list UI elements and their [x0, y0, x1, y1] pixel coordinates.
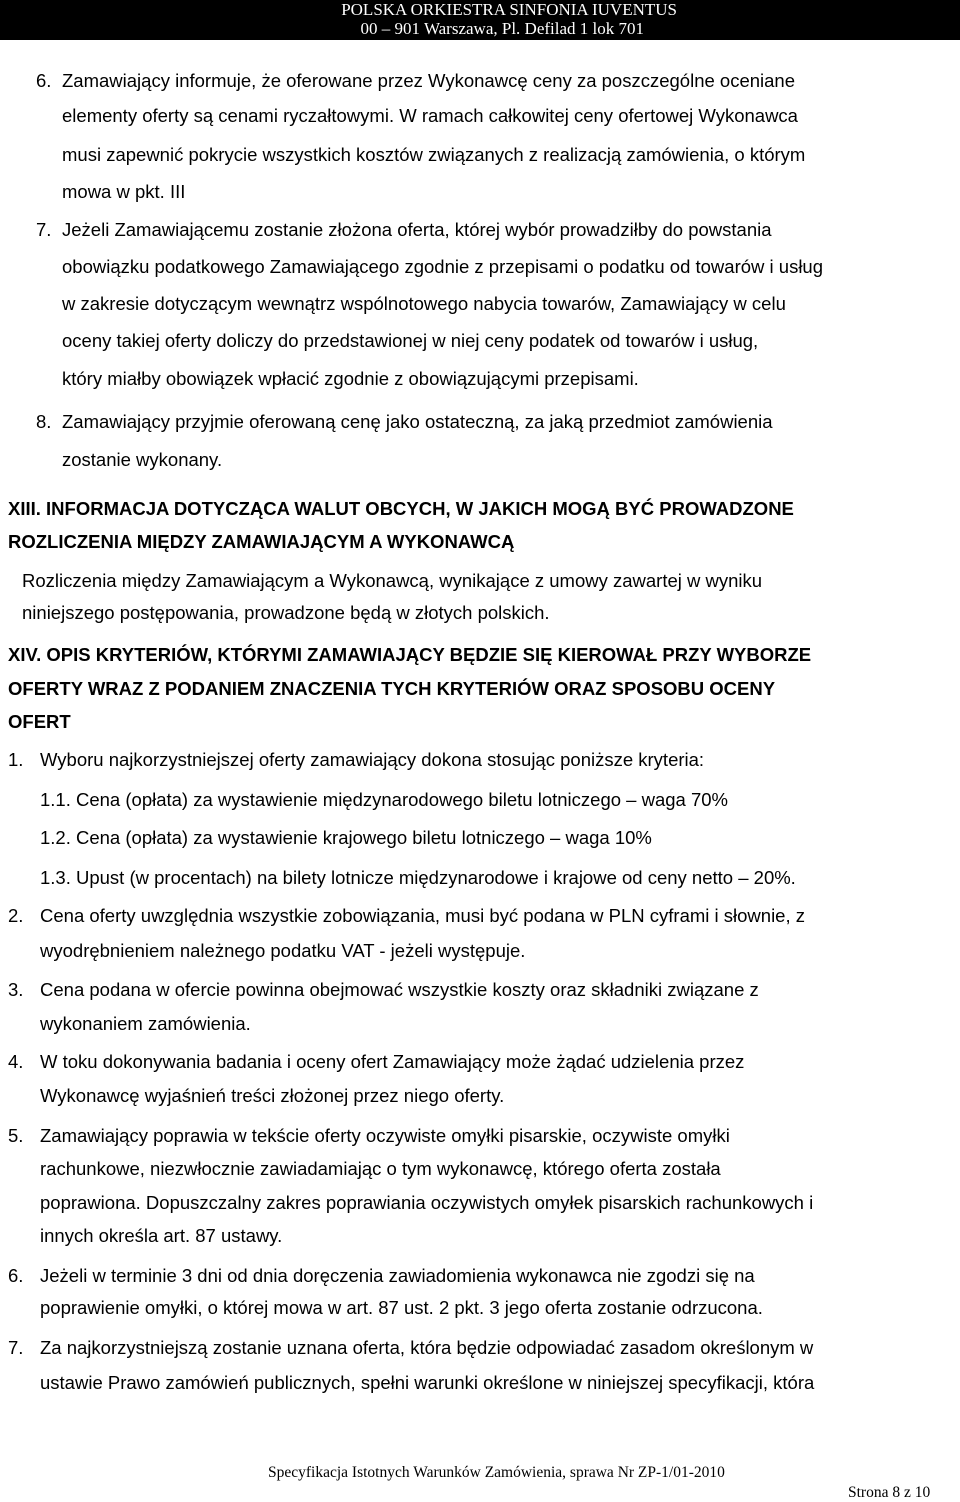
- item-number: 6.: [36, 70, 52, 91]
- criterion: 1.2. Cena (opłata) za wystawienie krajowego biletu lotniczego – waga 10%: [40, 827, 652, 848]
- item-5-line: rachunkowe, niezwłocznie zawiadamiając o tym wykonawcę, którego oferta została: [40, 1158, 721, 1179]
- item-7b-line: ustawie Prawo zamówień publicznych, spełni warunki określone w niniejszej specyfikacji, która: [40, 1372, 815, 1393]
- item-number: 2.: [8, 905, 24, 926]
- section-heading: XIV. OPIS KRYTERIÓW, KTÓRYMI ZAMAWIAJĄCY BĘDZIE SIĘ KIEROWAŁ PRZY WYBORZE: [8, 644, 812, 665]
- item-7-line: Jeżeli Zamawiającemu zostanie złożona oferta, której wybór prowadziłby do powstania: [62, 219, 772, 240]
- item-5-line: poprawiona. Dopuszczalny zakres poprawiania oczywistych omyłek pisarskich rachunkowych i: [40, 1192, 814, 1213]
- item-2-line: wyodrębnieniem należnego podatku VAT - jeżeli występuje.: [40, 940, 526, 961]
- item-4-line: W toku dokonywania badania i oceny ofert Zamawiający może żądać udzielenia przez: [40, 1051, 745, 1072]
- page-number: Strona 8 z 10: [848, 1484, 931, 1501]
- section-body: Rozliczenia między Zamawiającym a Wykonawcą, wynikające z umowy zawartej w wyniku: [22, 570, 763, 591]
- item-4-line: Wykonawcę wyjaśnień treści złożonej przez niego oferty.: [40, 1085, 505, 1106]
- item-number: 7.: [36, 219, 52, 240]
- item-6b-line: poprawienie omyłki, o której mowa w art. 87 ust. 2 pkt. 3 jego oferta zostanie odrzucona.: [40, 1297, 763, 1318]
- criterion: 1.3. Upust (w procentach) na bilety lotnicze międzynarodowe i krajowe od ceny netto – 20%.: [40, 867, 796, 888]
- item-3-line: Cena podana w ofercie powinna obejmować wszystkie koszty oraz składniki związane z: [40, 979, 759, 1000]
- section-heading: XIII. INFORMACJA DOTYCZĄCA WALUT OBCYCH, W JAKICH MOGĄ BYĆ PROWADZONE: [8, 498, 794, 519]
- item-3-line: wykonaniem zamówienia.: [40, 1013, 251, 1034]
- item-6b-line: Jeżeli w terminie 3 dni od dnia doręczenia zawiadomienia wykonawca nie zgodzi się na: [40, 1265, 755, 1286]
- section-heading: OFERT: [8, 711, 71, 732]
- item-7b-line: Za najkorzystniejszą zostanie uznana oferta, która będzie odpowiadać zasadom określonym w: [40, 1337, 814, 1358]
- item-6-line: mowa w pkt. III: [62, 181, 186, 202]
- criteria-intro: Wyboru najkorzystniejszej oferty zamawiający dokona stosując poniższe kryteria:: [40, 749, 705, 770]
- item-number: 4.: [8, 1051, 24, 1072]
- criterion: 1.1. Cena (opłata) za wystawienie międzynarodowego biletu lotniczego – waga 70%: [40, 789, 728, 810]
- item-6-line: musi zapewnić pokrycie wszystkich kosztów związanych z realizacją zamówienia, o którym: [62, 144, 806, 165]
- item-number: 6.: [8, 1265, 24, 1286]
- item-7-line: obowiązku podatkowego Zamawiającego zgodnie z przepisami o podatku od towarów i usług: [62, 256, 824, 277]
- item-8-line: zostanie wykonany.: [62, 449, 223, 470]
- item-6-line: Zamawiający informuje, że oferowane przez Wykonawcę ceny za poszczególne oceniane: [62, 70, 796, 91]
- section-heading: OFERTY WRAZ Z PODANIEM ZNACZENIA TYCH KRYTERIÓW ORAZ SPOSOBU OCENY: [8, 678, 776, 699]
- item-6-line: elementy oferty są cenami ryczałtowymi. W ramach całkowitej ceny ofertowej Wykonawca: [62, 105, 798, 126]
- item-7-line: który miałby obowiązek wpłacić zgodnie z obowiązującymi przepisami.: [62, 368, 639, 389]
- item-5-line: innych określa art. 87 ustawy.: [40, 1225, 283, 1246]
- document-reference: Specyfikacja Istotnych Warunków Zamówienia, sprawa Nr ZP-1/01-2010: [268, 1464, 725, 1481]
- organization-name: POLSKA ORKIESTRA SINFONIA IUVENTUS: [341, 0, 677, 19]
- item-8-line: Zamawiający przyjmie oferowaną cenę jako ostateczną, za jaką przedmiot zamówienia: [62, 411, 773, 432]
- item-number: 7.: [8, 1337, 24, 1358]
- item-number: 3.: [8, 979, 24, 1000]
- section-heading: ROZLICZENIA MIĘDZY ZAMAWIAJĄCYM A WYKONAWCĄ: [8, 531, 515, 552]
- item-number: 1.: [8, 749, 24, 770]
- organization-address: 00 – 901 Warszawa, Pl. Defilad 1 lok 701: [360, 19, 644, 38]
- item-number: 5.: [8, 1125, 24, 1146]
- item-7-line: w zakresie dotyczącym wewnątrz wspólnotowego nabycia towarów, Zamawiający w celu: [62, 293, 786, 314]
- item-7-line: oceny takiej oferty doliczy do przedstawionej w niej ceny podatek od towarów i usług,: [62, 330, 759, 351]
- item-2-line: Cena oferty uwzględnia wszystkie zobowiązania, musi być podana w PLN cyframi i słownie, z: [40, 905, 806, 926]
- item-5-line: Zamawiający poprawia w tekście oferty oczywiste omyłki pisarskie, oczywiste omyłki: [40, 1125, 730, 1146]
- item-number: 8.: [36, 411, 52, 432]
- section-body: niniejszego postępowania, prowadzone będą w złotych polskich.: [22, 602, 550, 623]
- page-header: [0, 0, 960, 40]
